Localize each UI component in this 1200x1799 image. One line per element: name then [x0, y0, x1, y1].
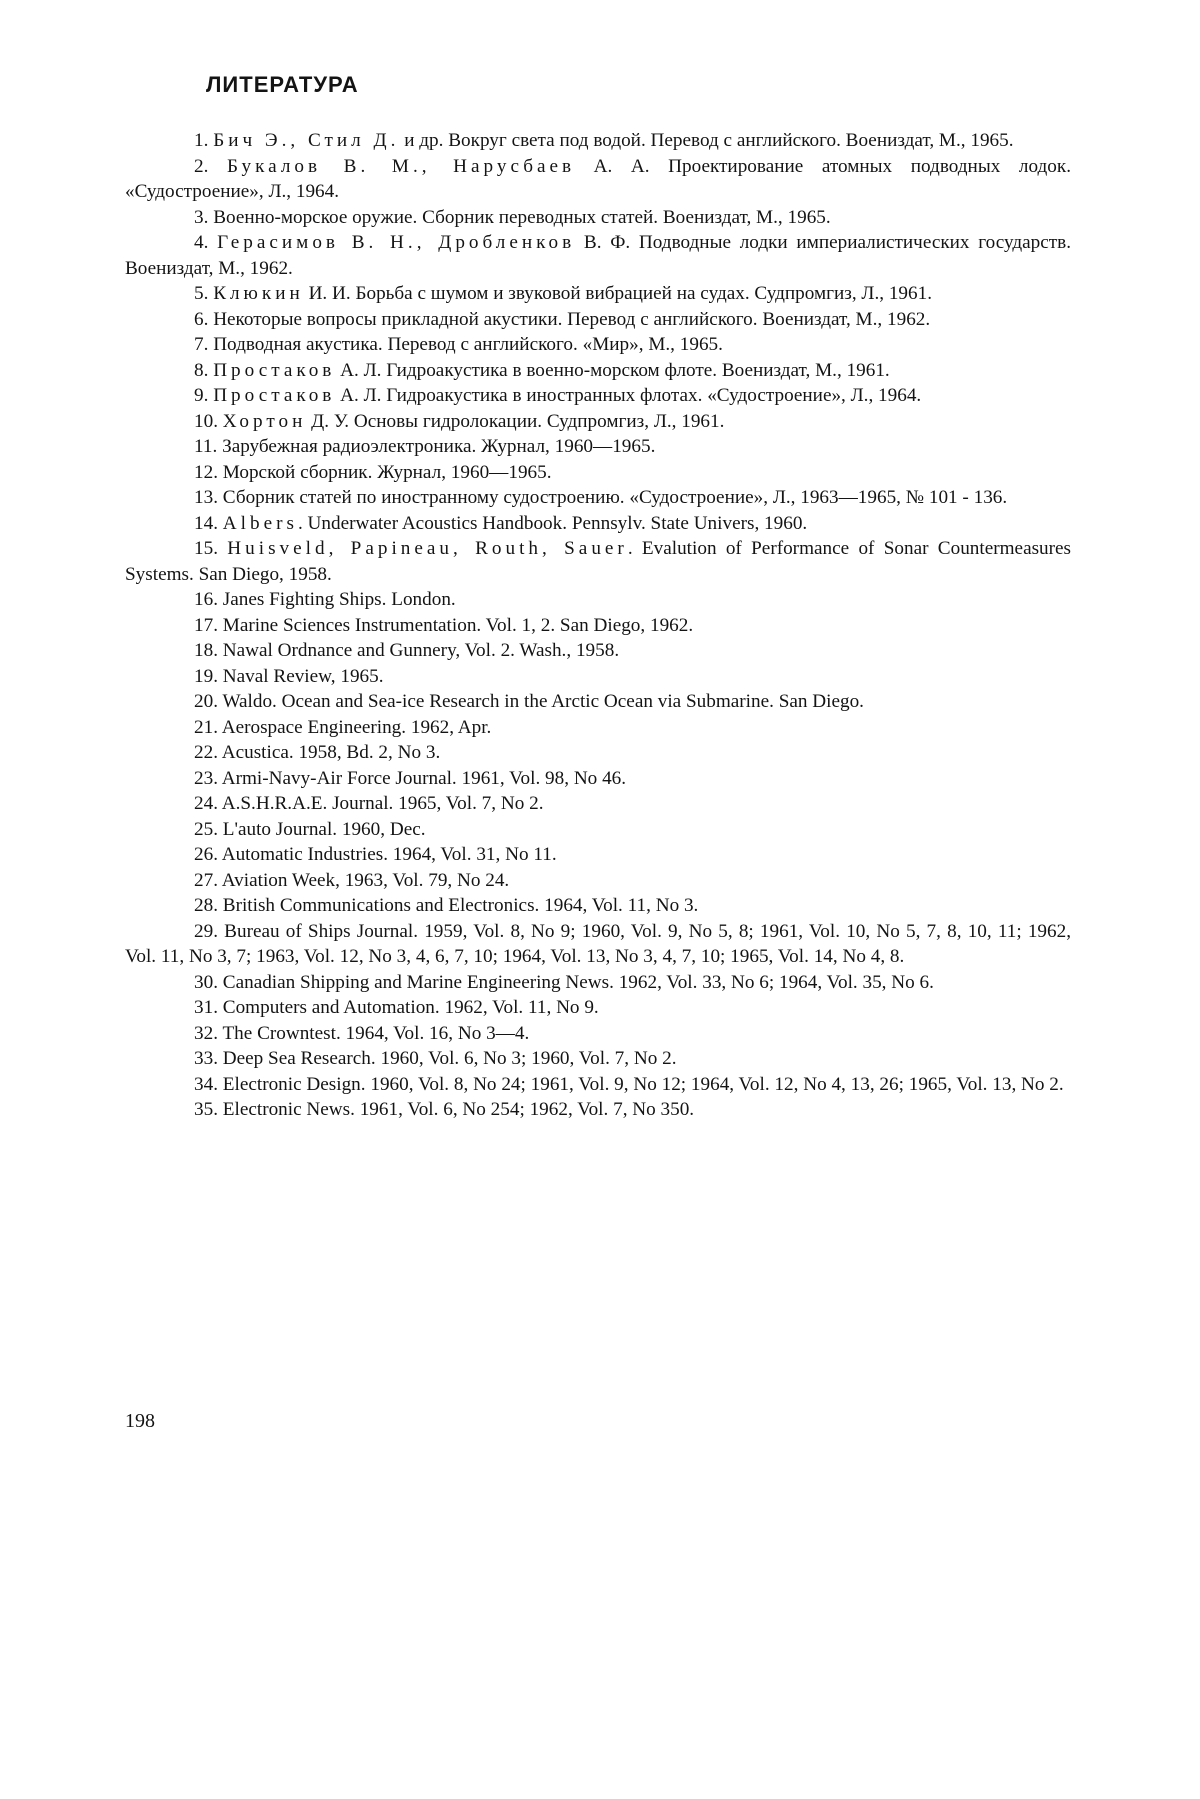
reference-authors: Клюкин [213, 283, 304, 304]
reference-number: 6. [194, 308, 209, 330]
reference-number: 10. [194, 410, 218, 432]
reference-text: Waldo. Ocean and Sea-ice Research in the Arctic Ocean via Submarine. San Diego. [222, 691, 864, 712]
reference-number: 7. [194, 334, 209, 355]
reference-text: . Evalution of Performance of Sonar Countermeasures Systems. San Diego, 1958. [125, 538, 1072, 585]
reference-text: А. Л. Гидроакустика в иностранных флотах. «Судостроение», Л., 1964. [335, 385, 922, 406]
reference-text: Naval Review, 1965. [222, 665, 384, 687]
reference-text: British Communications and Electronics. 1964, Vol. 11, No 3. [222, 895, 699, 916]
reference-authors: Бич Э., Стил Д. [213, 130, 400, 151]
reference-item [125, 689, 1071, 715]
reference-item [125, 638, 1071, 664]
reference-number: 16. [194, 589, 218, 610]
reference-number: 5. [194, 283, 209, 304]
reference-item [125, 128, 1071, 154]
reference-number: 21. [194, 716, 218, 738]
reference-text: Д. У. Основы гидролокации. Судпромгиз, Л., 1961. [306, 410, 725, 432]
reference-number: 35. [194, 1099, 218, 1120]
page-number: 198 [125, 1410, 155, 1432]
reference-item [125, 995, 1071, 1021]
reference-item [125, 664, 1071, 690]
reference-authors: Букалов В. М., Нарусбаев [227, 155, 576, 177]
reference-number: 27. [194, 869, 218, 891]
reference-text: Сборник статей по иностранному судостроению. «Судостроение», Л., 1963—1965, № 101 - 136. [222, 487, 1008, 508]
reference-number: 28. [194, 895, 218, 916]
reference-authors: Герасимов В. Н., Дробленков [217, 232, 576, 253]
reference-text: Acustica. 1958, Bd. 2, No 3. [221, 742, 441, 763]
reference-number: 30. [194, 971, 218, 993]
reference-number: 8. [194, 359, 209, 381]
reference-item [125, 919, 1071, 970]
reference-number: 3. [194, 206, 209, 228]
reference-text: L'auto Journal. 1960, Dec. [222, 818, 426, 840]
reference-authors: Albers [222, 512, 298, 534]
reference-number: 18. [194, 640, 218, 661]
reference-text: Canadian Shipping and Marine Engineering News. 1962, Vol. 33, No 6; 1964, Vol. 35, No 6. [222, 971, 934, 993]
reference-number: 32. [194, 1022, 218, 1044]
reference-number: 12. [194, 461, 218, 483]
reference-item [125, 205, 1071, 231]
reference-list [125, 128, 1071, 1123]
reference-text: Aerospace Engineering. 1962, Apr. [221, 716, 492, 738]
reference-item [125, 740, 1071, 766]
reference-number: 31. [194, 997, 218, 1018]
reference-item [125, 766, 1071, 792]
reference-authors: Простаков [213, 385, 336, 406]
reference-item [125, 1097, 1071, 1123]
reference-text: A.S.H.R.A.E. Journal. 1965, Vol. 7, No 2. [221, 793, 544, 814]
reference-text: Bureau of Ships Journal. 1959, Vol. 8, No 9; 1960, Vol. 9, No 5, 8; 1961, Vol. 10, No 5, 7, 8, 10, 11; 1962, Vol. 11, No 3, 7; 1963, Vol. 12, No 3, 4, 6, 7, 10; 1964, Vol. 13, No 3, 4, 7, 10; 1965, Vol. 14, No 4, 8. [125, 920, 1072, 967]
reference-item [125, 536, 1071, 587]
reference-text: А. Л. Гидроакустика в военно-морском флоте. Воениздат, М., 1961. [335, 359, 890, 381]
reference-authors: Простаков [213, 359, 336, 381]
reference-number: 24. [194, 793, 218, 814]
reference-number: 14. [194, 512, 218, 534]
reference-number: 33. [194, 1048, 218, 1069]
reference-item [125, 485, 1071, 511]
reference-number: 9. [194, 385, 209, 406]
reference-item [125, 842, 1071, 868]
reference-text: Зарубежная радиоэлектроника. Журнал, 1960—1965. [222, 436, 656, 457]
reference-text: Marine Sciences Instrumentation. Vol. 1, 2. San Diego, 1962. [222, 614, 694, 636]
reference-text: Electronic News. 1961, Vol. 6, No 254; 1962, Vol. 7, No 350. [222, 1099, 695, 1120]
reference-item [125, 715, 1071, 741]
reference-number: 25. [194, 818, 218, 840]
reference-number: 15. [194, 538, 218, 559]
reference-text: Computers and Automation. 1962, Vol. 11, No 9. [222, 997, 599, 1018]
reference-item [125, 409, 1071, 435]
reference-number: 29. [194, 920, 218, 942]
reference-item [125, 868, 1071, 894]
reference-item [125, 1046, 1071, 1072]
reference-text: Aviation Week, 1963, Vol. 79, No 24. [221, 869, 510, 891]
reference-authors: Хортон [222, 410, 307, 432]
reference-number: 17. [194, 614, 218, 636]
reference-number: 4. [194, 232, 209, 253]
reference-authors: Huisveld, Papineau, Routh, Sauer [227, 538, 628, 559]
reference-item [125, 1021, 1071, 1047]
reference-item [125, 817, 1071, 843]
reference-number: 13. [194, 487, 218, 508]
reference-item [125, 281, 1071, 307]
reference-text: Некоторые вопросы прикладной акустики. Перевод с английского. Воениздат, М., 1962. [213, 308, 931, 330]
reference-text: Deep Sea Research. 1960, Vol. 6, No 3; 1960, Vol. 7, No 2. [222, 1048, 677, 1069]
reference-item [125, 358, 1071, 384]
section-heading: ЛИТЕРАТУРА [206, 72, 359, 97]
reference-item [125, 307, 1071, 333]
reference-item [125, 587, 1071, 613]
reference-text: Военно-морское оружие. Сборник переводных статей. Воениздат, М., 1965. [213, 206, 831, 228]
reference-number: 34. [194, 1073, 218, 1095]
reference-item [125, 332, 1071, 358]
reference-text: и др. Вокруг света под водой. Перевод с английского. Воениздат, М., 1965. [399, 130, 1014, 151]
reference-text: Подводная акустика. Перевод с английского. «Мир», М., 1965. [213, 334, 723, 355]
reference-item [125, 511, 1071, 537]
reference-item [125, 893, 1071, 919]
reference-text: Janes Fighting Ships. London. [222, 589, 456, 610]
reference-item [125, 154, 1071, 205]
reference-number: 11. [194, 436, 218, 457]
reference-text: . Underwater Acoustics Handbook. Pennsylv. State Univers, 1960. [297, 512, 808, 534]
reference-number: 22. [194, 742, 218, 763]
reference-item [125, 1072, 1071, 1098]
reference-number: 19. [194, 665, 218, 687]
reference-text: Electronic Design. 1960, Vol. 8, No 24; 1961, Vol. 9, No 12; 1964, Vol. 12, No 4, 13, 26; 1965, Vol. 13, No 2. [222, 1073, 1064, 1095]
reference-text: И. И. Борьба с шумом и звуковой вибрацией на судах. Судпромгиз, Л., 1961. [303, 283, 933, 304]
reference-number: 23. [194, 767, 218, 789]
reference-text: Морской сборник. Журнал, 1960—1965. [222, 461, 552, 483]
reference-item [125, 434, 1071, 460]
reference-item [125, 791, 1071, 817]
reference-text: Armi-Navy-Air Force Journal. 1961, Vol. 98, No 46. [221, 767, 627, 789]
reference-item [125, 230, 1071, 281]
reference-text: В. Ф. Подводные лодки империалистических государств. Воениздат, М., 1962. [125, 232, 1072, 279]
reference-number: 2. [194, 155, 209, 177]
reference-item [125, 613, 1071, 639]
reference-number: 26. [194, 844, 218, 865]
reference-number: 20. [194, 691, 218, 712]
reference-item [125, 383, 1071, 409]
reference-item [125, 460, 1071, 486]
reference-text: А. А. Проектирование атомных подводных лодок. «Судостроение», Л., 1964. [125, 155, 1072, 202]
reference-text: The Crowntest. 1964, Vol. 16, No 3—4. [222, 1022, 530, 1044]
reference-item [125, 970, 1071, 996]
reference-text: Automatic Industries. 1964, Vol. 31, No 11. [221, 844, 557, 865]
reference-number: 1. [194, 130, 209, 151]
reference-text: Nawal Ordnance and Gunnery, Vol. 2. Wash., 1958. [222, 640, 620, 661]
